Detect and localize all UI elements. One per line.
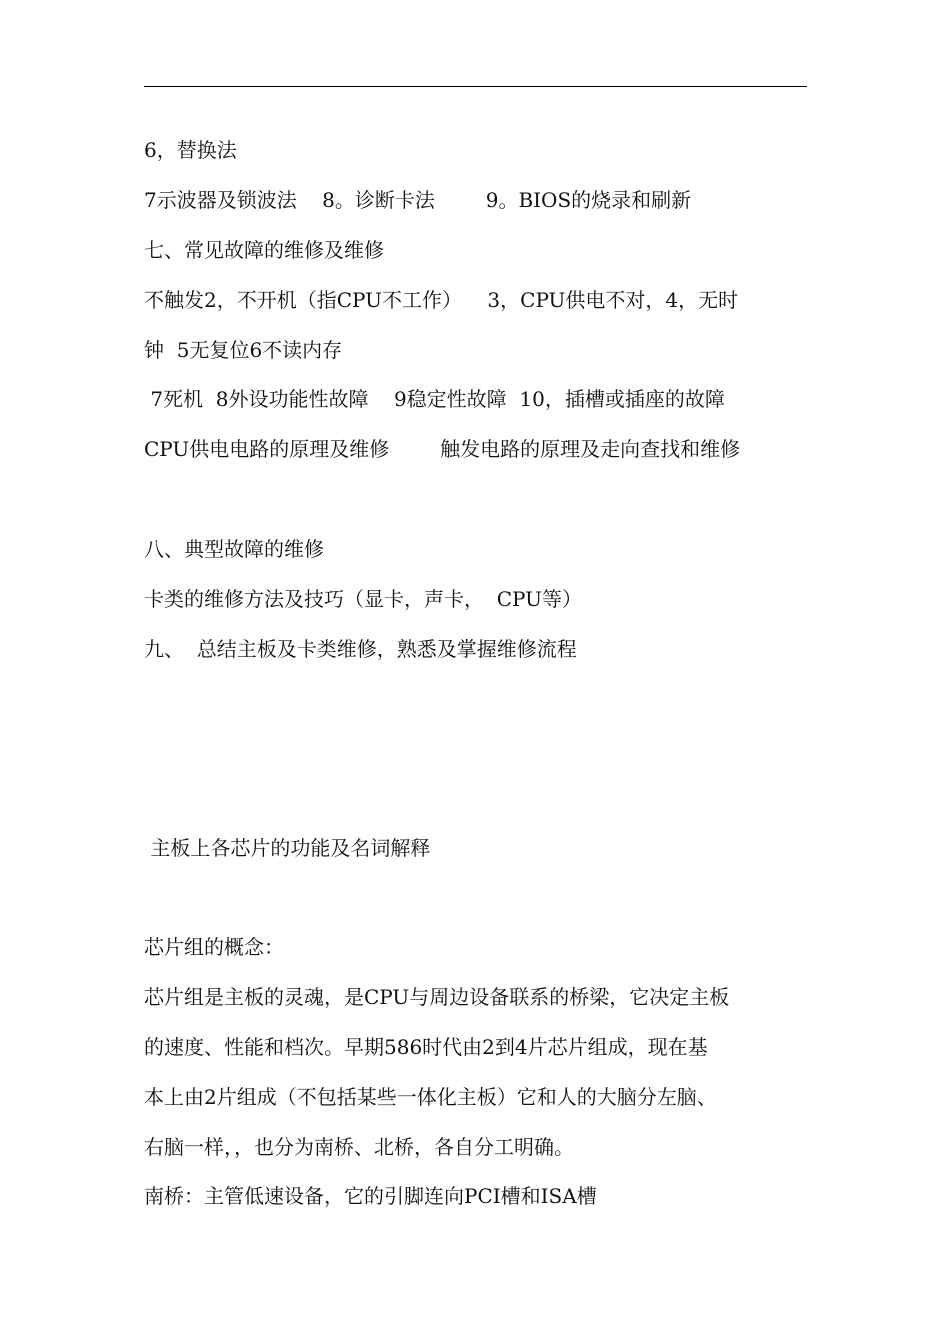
text-line: 卡类的维修方法及技巧（显卡，声卡， CPU等）	[144, 587, 582, 611]
paragraph-line: 的速度、性能和档次。早期586时代由2到4片芯片组成，现在基	[144, 1035, 708, 1059]
text-line: 7示波器及锁波法 8。诊断卡法 9。BIOS的烧录和刷新	[144, 188, 692, 212]
paragraph-line: 芯片组是主板的灵魂，是CPU与周边设备联系的桥梁，它决定主板	[144, 985, 730, 1009]
header-rule	[144, 86, 807, 87]
subheading: 芯片组的概念：	[144, 935, 284, 959]
paragraph-line: 右脑一样，，也分为南桥、北桥，各自分工明确。	[144, 1135, 574, 1159]
section-heading: 七、常见故障的维修及维修	[144, 238, 384, 262]
paragraph-line: 本上由2片组成（不包括某些一体化主板）它和人的大脑分左脑、	[144, 1085, 717, 1109]
text-line: 钟 5无复位6不读内存	[144, 338, 343, 362]
text-line: 7死机 8外设功能性故障 9稳定性故障 10，插槽或插座的故障	[144, 387, 725, 411]
paragraph-line: 南桥：主管低速设备，它的引脚连向PCI槽和ISA槽	[144, 1184, 597, 1208]
section-heading: 八、典型故障的维修	[144, 537, 324, 561]
section-title: 主板上各芯片的功能及名词解释	[144, 836, 431, 860]
text-line: 不触发2，不开机（指CPU不工作） 3，CPU供电不对，4，无时	[144, 288, 739, 312]
text-line: CPU供电电路的原理及维修 触发电路的原理及走向查找和维修	[144, 437, 741, 461]
section-heading: 九、 总结主板及卡类维修，熟悉及掌握维修流程	[144, 637, 577, 661]
text-line: 6，替换法	[144, 138, 237, 162]
